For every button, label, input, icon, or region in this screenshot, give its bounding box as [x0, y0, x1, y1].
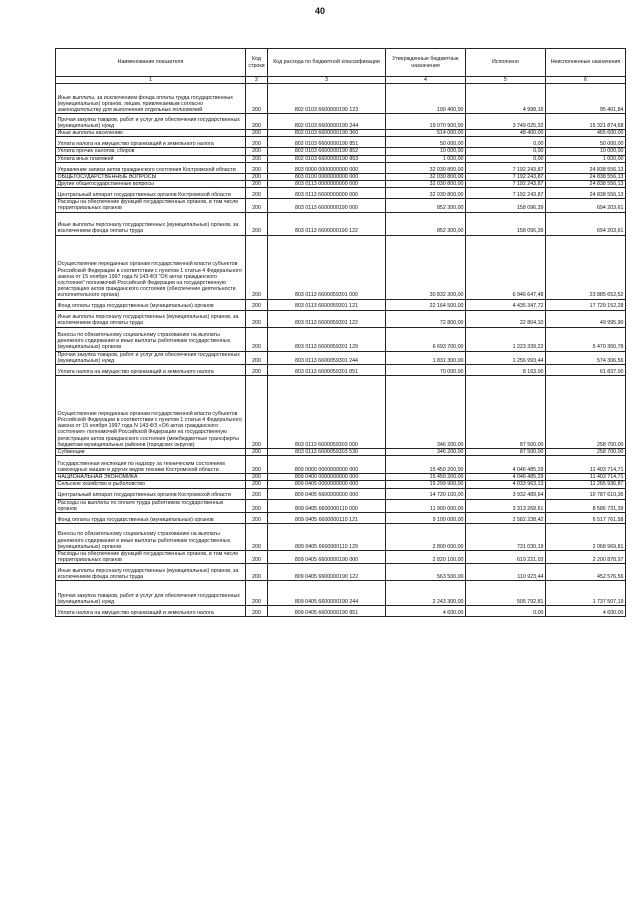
table-row	[56, 327, 626, 351]
row-unexecuted-cell: 24 838 556,13	[546, 173, 626, 180]
row-executed-cell: 4 998,16	[466, 84, 546, 114]
row-executed-cell: 158 096,39	[466, 212, 546, 235]
row-expense-code-cell: 802 0103 6600000190 851	[268, 137, 386, 148]
column-number: 5	[466, 77, 546, 84]
row-approved-cell: 514 000,00	[386, 130, 466, 137]
table-row	[56, 299, 626, 310]
table-row	[56, 524, 626, 551]
row-name-cell: Иные выплаты, за исключением фонда оплаты труда государственных (муниципальных) органов, лицам, привлекаемым согласно законодательству для выполнения отдельных полномочий	[56, 84, 246, 114]
row-approved-cell: 15 450 200,00	[386, 474, 466, 481]
row-unexecuted-cell: 61 837,00	[546, 365, 626, 376]
row-approved-cell: 346 200,00	[386, 376, 466, 449]
row-name-cell: Уплата иных платежей	[56, 155, 246, 162]
row-line-code-cell: 200	[246, 130, 268, 137]
row-unexecuted-cell: 574 306,56	[546, 351, 626, 364]
row-name-cell: Иные выплаты персоналу государственных (муниципальных) органов, за исключением фонда оплаты труда	[56, 564, 246, 581]
row-expense-code-cell: 803 0113 0000000000 000	[268, 181, 386, 188]
table-row	[56, 212, 626, 235]
row-name-cell: Прочая закупка товаров, работ и услуг для обеспечения государственных (муниципальных) нужд	[56, 114, 246, 130]
row-line-code-cell: 200	[246, 365, 268, 376]
row-line-code-cell: 200	[246, 327, 268, 351]
row-name-cell: Взносы по обязательному социальному страхованию на выплаты денежного содержания и иные выплаты работникам государственных (муниципальных) органов	[56, 524, 246, 551]
table-row	[56, 162, 626, 173]
row-executed-cell: 1 223 339,22	[466, 327, 546, 351]
table-row	[56, 235, 626, 299]
row-expense-code-cell: 802 0103 6600000190 360	[268, 130, 386, 137]
row-approved-cell: 2 820 100,00	[386, 551, 466, 564]
row-unexecuted-cell: 15 321 874,68	[546, 114, 626, 130]
row-line-code-cell: 200	[246, 310, 268, 327]
row-name-cell: Иные выплаты населению	[56, 130, 246, 137]
row-executed-cell: 6 946 647,48	[466, 235, 546, 299]
table-row	[56, 130, 626, 137]
column-number: 1	[56, 77, 246, 84]
row-line-code-cell: 200	[246, 524, 268, 551]
row-line-code-cell: 200	[246, 173, 268, 180]
row-expense-code-cell: 803 0113 6600059301 121	[268, 299, 386, 310]
row-unexecuted-cell: 24 838 556,13	[546, 188, 626, 199]
row-expense-code-cell: 809 0405 6600000190 851	[268, 606, 386, 617]
row-executed-cell: 3 749 025,32	[466, 114, 546, 130]
row-approved-cell: 30 832 300,00	[386, 235, 466, 299]
table-row	[56, 155, 626, 162]
row-executed-cell: 2 582 238,42	[466, 513, 546, 524]
row-approved-cell: 4 600,00	[386, 606, 466, 617]
row-unexecuted-cell: 465 600,00	[546, 130, 626, 137]
row-expense-code-cell: 803 0113 6600059301 851	[268, 365, 386, 376]
row-unexecuted-cell: 49 995,90	[546, 310, 626, 327]
row-executed-cell: 3 932 489,64	[466, 488, 546, 499]
row-name-cell: Расходы на выплаты по оплате труда работников государственных органов	[56, 499, 246, 512]
table-row	[56, 148, 626, 155]
row-executed-cell: 87 500,00	[466, 376, 546, 449]
row-name-cell: Расходы на обеспечение функций государственных органов, в том числе территориальных органов	[56, 199, 246, 212]
row-unexecuted-cell: 258 700,00	[546, 376, 626, 449]
row-executed-cell: 8 163,00	[466, 365, 546, 376]
header-line-code: Код строки	[246, 49, 268, 77]
row-unexecuted-cell: 258 700,00	[546, 449, 626, 456]
row-line-code-cell: 200	[246, 551, 268, 564]
row-executed-cell: 0,00	[466, 148, 546, 155]
row-approved-cell: 15 299 900,00	[386, 481, 466, 488]
row-unexecuted-cell: 2 200 878,97	[546, 551, 626, 564]
row-approved-cell: 32 030 800,00	[386, 188, 466, 199]
row-expense-code-cell: 803 0113 6600000190 000	[268, 199, 386, 212]
row-name-cell: Государственная инспекция по надзору за техническим состоянием самоходных машин и других видов техники Костромской области	[56, 456, 246, 474]
row-line-code-cell: 200	[246, 513, 268, 524]
row-approved-cell: 11 900 000,00	[386, 499, 466, 512]
row-executed-cell: 4 046 485,29	[466, 474, 546, 481]
row-name-cell: Фонд оплаты труда государственных (муниципальных) органов	[56, 513, 246, 524]
row-executed-cell: 0,00	[466, 137, 546, 148]
row-name-cell: Прочая закупка товаров, работ и услуг для обеспечения государственных (муниципальных) нужд	[56, 351, 246, 364]
table-row	[56, 551, 626, 564]
row-approved-cell: 22 164 500,00	[386, 299, 466, 310]
row-expense-code-cell: 809 0000 0000000000 000	[268, 456, 386, 474]
row-unexecuted-cell: 50 000,00	[546, 137, 626, 148]
row-approved-cell: 563 500,00	[386, 564, 466, 581]
row-executed-cell: 158 096,39	[466, 199, 546, 212]
row-name-cell: Прочая закупка товаров, работ и услуг для обеспечения государственных (муниципальных) нужд	[56, 581, 246, 606]
row-approved-cell: 10 000,00	[386, 148, 466, 155]
row-name-cell: Уплата налога на имущество организаций и земельного налога	[56, 606, 246, 617]
header-row	[56, 49, 626, 77]
row-expense-code-cell: 803 0113 6600059301 129	[268, 327, 386, 351]
row-expense-code-cell: 803 0113 6600059301 000	[268, 235, 386, 299]
row-expense-code-cell: 803 0113 6600059301 244	[268, 351, 386, 364]
row-approved-cell: 14 720 100,00	[386, 488, 466, 499]
row-line-code-cell: 200	[246, 84, 268, 114]
row-name-cell: Центральный аппарат государственных органов Костромской области	[56, 488, 246, 499]
row-executed-cell: 7 192 243,87	[466, 188, 546, 199]
row-name-cell: Центральный аппарат государственных органов Костромской области	[56, 188, 246, 199]
row-unexecuted-cell: 5 470 360,78	[546, 327, 626, 351]
row-executed-cell: 619 221,03	[466, 551, 546, 564]
row-executed-cell: 22 804,10	[466, 310, 546, 327]
row-name-cell: Другие общегосударственные вопросы	[56, 181, 246, 188]
row-line-code-cell: 200	[246, 148, 268, 155]
row-approved-cell: 2 243 300,00	[386, 581, 466, 606]
row-line-code-cell: 200	[246, 474, 268, 481]
row-line-code-cell: 200	[246, 481, 268, 488]
row-unexecuted-cell: 11 265 936,87	[546, 481, 626, 488]
table-row	[56, 114, 626, 130]
row-unexecuted-cell: 694 203,61	[546, 199, 626, 212]
table-row	[56, 481, 626, 488]
row-line-code-cell: 200	[246, 199, 268, 212]
row-line-code-cell: 200	[246, 499, 268, 512]
table-row	[56, 488, 626, 499]
row-unexecuted-cell: 24 838 556,13	[546, 181, 626, 188]
header-expense-code: Код расхода по бюджетной классификации	[268, 49, 386, 77]
row-expense-code-cell: 809 0405 6600000110 000	[268, 499, 386, 512]
column-number: 4	[386, 77, 466, 84]
row-line-code-cell: 200	[246, 606, 268, 617]
row-expense-code-cell: 803 0113 6600000000 000	[268, 188, 386, 199]
row-approved-cell: 32 030 800,00	[386, 162, 466, 173]
row-unexecuted-cell: 4 600,00	[546, 606, 626, 617]
row-unexecuted-cell: 17 729 152,28	[546, 299, 626, 310]
row-line-code-cell: 200	[246, 162, 268, 173]
row-expense-code-cell: 809 0405 6600000000 000	[268, 488, 386, 499]
row-name-cell: Расходы на обеспечение функций государственных органов, в том числе территориальных органов	[56, 551, 246, 564]
row-name-cell: Иные выплаты персоналу государственных (муниципальных) органов, за исключением фонда оплаты труда	[56, 310, 246, 327]
header-executed: Исполнено	[466, 49, 546, 77]
table-body	[56, 84, 626, 617]
row-expense-code-cell: 803 0000 0000000000 000	[268, 162, 386, 173]
row-line-code-cell: 200	[246, 235, 268, 299]
row-expense-code-cell: 809 0405 6600000190 244	[268, 581, 386, 606]
row-line-code-cell: 200	[246, 299, 268, 310]
row-unexecuted-cell: 694 203,61	[546, 212, 626, 235]
row-name-cell: Уплата налога на имущество организаций и земельного налога	[56, 365, 246, 376]
row-executed-cell: 48 400,00	[466, 130, 546, 137]
table-row	[56, 499, 626, 512]
row-unexecuted-cell: 11 403 714,71	[546, 456, 626, 474]
table-row	[56, 310, 626, 327]
row-approved-cell: 2 800 000,00	[386, 524, 466, 551]
row-line-code-cell: 200	[246, 581, 268, 606]
row-name-cell: Иные выплаты персоналу государственных (муниципальных) органов, за исключением фонда оплаты труда	[56, 212, 246, 235]
row-executed-cell: 7 192 243,87	[466, 173, 546, 180]
row-line-code-cell: 200	[246, 488, 268, 499]
row-approved-cell: 32 030 800,00	[386, 173, 466, 180]
row-expense-code-cell: 809 0405 6600000190 122	[268, 564, 386, 581]
row-expense-code-cell: 809 0405 6600000190 000	[268, 551, 386, 564]
row-line-code-cell: 200	[246, 212, 268, 235]
row-approved-cell: 19 070 900,00	[386, 114, 466, 130]
row-expense-code-cell: 803 0113 6600059303 530	[268, 449, 386, 456]
table-row	[56, 449, 626, 456]
row-executed-cell: 0,00	[466, 606, 546, 617]
row-line-code-cell: 200	[246, 155, 268, 162]
table-row	[56, 181, 626, 188]
row-approved-cell: 9 100 000,00	[386, 513, 466, 524]
row-executed-cell: 7 192 243,87	[466, 181, 546, 188]
row-expense-code-cell: 803 0100 0000000000 000	[268, 173, 386, 180]
row-unexecuted-cell: 10 000,00	[546, 148, 626, 155]
row-expense-code-cell: 803 0113 6600000190 122	[268, 212, 386, 235]
row-line-code-cell: 200	[246, 376, 268, 449]
row-line-code-cell: 200	[246, 188, 268, 199]
row-approved-cell: 15 450 200,00	[386, 456, 466, 474]
row-executed-cell: 731 030,19	[466, 524, 546, 551]
row-unexecuted-cell: 24 838 556,13	[546, 162, 626, 173]
row-line-code-cell: 200	[246, 114, 268, 130]
page-number: 40	[314, 6, 325, 16]
row-name-cell: Управление записи актов гражданского состояния Костромской области	[56, 162, 246, 173]
column-number-row	[56, 77, 626, 84]
row-executed-cell: 3 313 268,61	[466, 499, 546, 512]
row-name-cell: Субвенции	[56, 449, 246, 456]
row-unexecuted-cell: 452 576,56	[546, 564, 626, 581]
row-line-code-cell: 200	[246, 449, 268, 456]
row-approved-cell: 852 300,00	[386, 212, 466, 235]
row-name-cell: НАЦИОНАЛЬНАЯ ЭКОНОМИКА	[56, 474, 246, 481]
row-name-cell: Осуществление переданных органам государственной власти субъектов Российской Федерации в соответствии с пунктом 1 статьи 4 Федерального закона от 15 ноября 1997 года N 143-ФЗ «Об актах гражданского состояния» полномочий Российской Федерации на государственную регистрацию актов гражданского состояния (межбюджетные трансферты бюджетам муниципальных районов (городских округов)	[56, 376, 246, 449]
row-unexecuted-cell: 95 401,84	[546, 84, 626, 114]
row-approved-cell: 852 300,00	[386, 199, 466, 212]
header-name: Наименование показателя	[56, 49, 246, 77]
table-row	[56, 137, 626, 148]
row-unexecuted-cell: 6 517 761,58	[546, 513, 626, 524]
row-unexecuted-cell: 1 000,00	[546, 155, 626, 162]
row-approved-cell: 32 030 800,00	[386, 181, 466, 188]
column-number: 3	[268, 77, 386, 84]
row-name-cell: Уплата прочих налогов, сборов	[56, 148, 246, 155]
row-expense-code-cell: 803 0113 6600059301 122	[268, 310, 386, 327]
row-line-code-cell: 200	[246, 564, 268, 581]
row-expense-code-cell: 802 0103 6600000190 852	[268, 148, 386, 155]
row-executed-cell: 1 256 993,44	[466, 351, 546, 364]
row-name-cell: Фонд оплаты труда государственных (муниципальных) органов	[56, 299, 246, 310]
row-name-cell: Взносы по обязательному социальному страхованию на выплаты денежного содержания и иные выплаты работникам государственных (муниципальных) органов	[56, 327, 246, 351]
row-name-cell: Уплата налога на имущество организаций и земельного налога	[56, 137, 246, 148]
row-name-cell: Сельское хозяйство и рыболовство	[56, 481, 246, 488]
table-row	[56, 199, 626, 212]
row-approved-cell: 100 400,00	[386, 84, 466, 114]
table-row	[56, 376, 626, 449]
row-unexecuted-cell: 10 787 610,36	[546, 488, 626, 499]
table-row	[56, 351, 626, 364]
row-unexecuted-cell: 11 403 714,71	[546, 474, 626, 481]
row-expense-code-cell: 809 0405 0000000000 000	[268, 481, 386, 488]
row-name-cell: Осуществление переданных органам государственной власти субъектов Российской Федерации в соответствии с пунктом 1 статьи 4 Федерального закона от 15 ноября 1997 года N 143-ФЗ "Об актах гражданского состояния" полномочий Российской Федерации на государственную регистрацию актов гражданского состояния (обеспечение деятельности исполнительного органа)	[56, 235, 246, 299]
row-expense-code-cell: 809 0405 6600000110 129	[268, 524, 386, 551]
row-name-cell: ОБЩЕГОСУДАРСТВЕННЫЕ ВОПРОСЫ	[56, 173, 246, 180]
row-line-code-cell: 200	[246, 137, 268, 148]
budget-execution-table	[55, 48, 626, 617]
row-executed-cell: 87 500,00	[466, 449, 546, 456]
row-approved-cell: 70 000,00	[386, 365, 466, 376]
table-row	[56, 581, 626, 606]
row-approved-cell: 346 200,00	[386, 449, 466, 456]
row-approved-cell: 6 693 700,00	[386, 327, 466, 351]
row-expense-code-cell: 803 0113 6600059303 000	[268, 376, 386, 449]
row-approved-cell: 1 831 300,00	[386, 351, 466, 364]
row-unexecuted-cell: 8 586 731,39	[546, 499, 626, 512]
row-executed-cell: 4 435 347,72	[466, 299, 546, 310]
header-unexecuted: Неисполненные назначения	[546, 49, 626, 77]
row-unexecuted-cell: 2 068 969,81	[546, 524, 626, 551]
table-row	[56, 513, 626, 524]
row-executed-cell: 4 046 485,29	[466, 456, 546, 474]
row-executed-cell: 7 192 243,87	[466, 162, 546, 173]
row-expense-code-cell: 802 0103 6600000190 244	[268, 114, 386, 130]
row-executed-cell: 4 033 963,13	[466, 481, 546, 488]
table-row	[56, 474, 626, 481]
row-line-code-cell: 200	[246, 351, 268, 364]
table-row	[56, 365, 626, 376]
row-approved-cell: 72 800,00	[386, 310, 466, 327]
row-expense-code-cell: 809 0400 0000000000 000	[268, 474, 386, 481]
row-approved-cell: 1 000,00	[386, 155, 466, 162]
table-row	[56, 564, 626, 581]
row-executed-cell: 0,00	[466, 155, 546, 162]
row-approved-cell: 50 000,00	[386, 137, 466, 148]
row-line-code-cell: 200	[246, 181, 268, 188]
row-unexecuted-cell: 1 737 507,19	[546, 581, 626, 606]
row-expense-code-cell: 809 0405 6600000110 121	[268, 513, 386, 524]
column-number: 6	[546, 77, 626, 84]
row-unexecuted-cell: 23 885 652,52	[546, 235, 626, 299]
column-number: 2	[246, 77, 268, 84]
table-row	[56, 173, 626, 180]
row-executed-cell: 110 923,44	[466, 564, 546, 581]
row-expense-code-cell: 802 0103 6600000190 123	[268, 84, 386, 114]
table-row	[56, 606, 626, 617]
table-row	[56, 456, 626, 474]
row-line-code-cell: 200	[246, 456, 268, 474]
table-row	[56, 188, 626, 199]
table-row	[56, 84, 626, 114]
row-executed-cell: 505 792,81	[466, 581, 546, 606]
row-expense-code-cell: 802 0103 6600000190 853	[268, 155, 386, 162]
header-approved: Утвержденные бюджетные назначения	[386, 49, 466, 77]
